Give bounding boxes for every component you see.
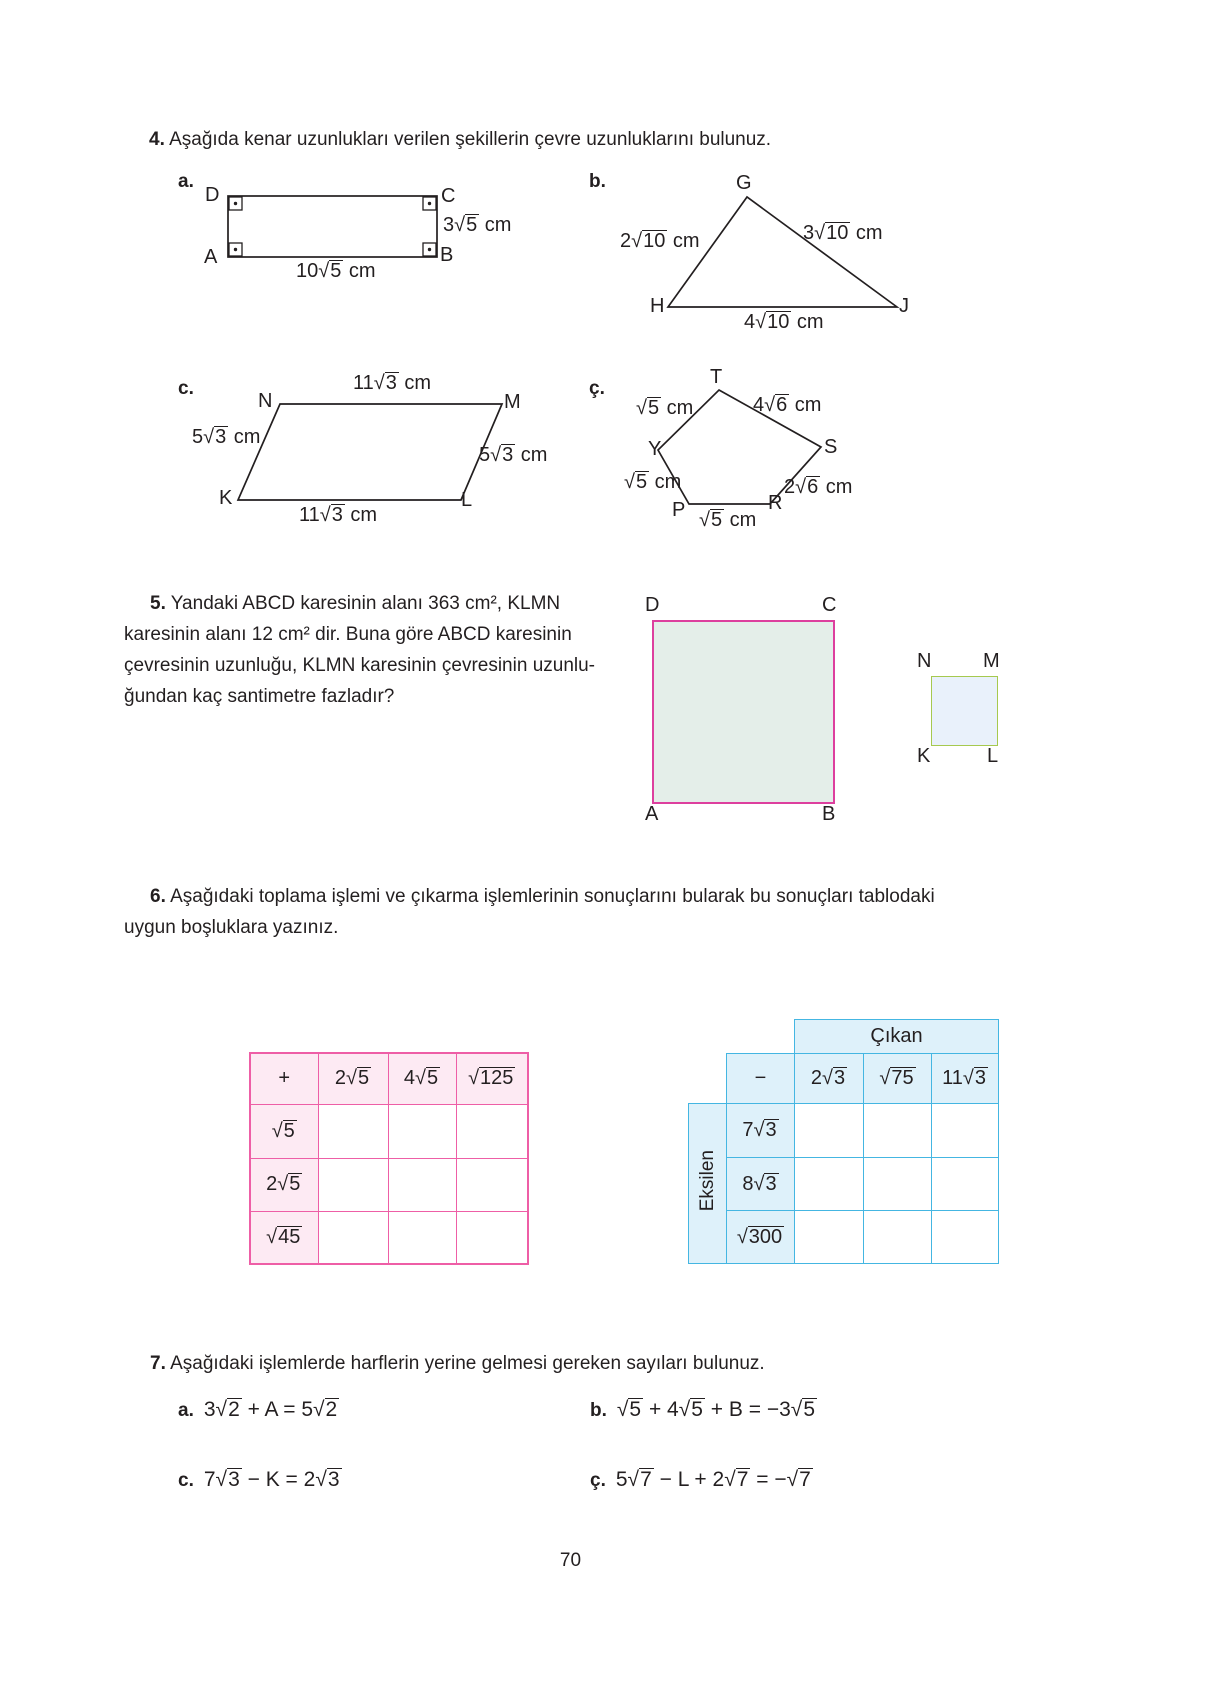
equation-expression: 5√7 − L + 2√7 = −√7	[615, 1468, 811, 1491]
answer-cell	[388, 1158, 456, 1211]
figure-cc-label: ç.	[589, 378, 605, 399]
answer-cell	[456, 1211, 528, 1264]
subtraction-table	[688, 1019, 999, 1264]
equation-item	[178, 1468, 342, 1492]
exercise-5-number: 5.	[150, 593, 166, 614]
side-length-label: √5 cm	[624, 471, 682, 493]
equation-item	[590, 1398, 817, 1422]
eksilen-label: Eksilen	[696, 1149, 718, 1212]
exercise-6-line1	[150, 884, 935, 910]
side-length-label: 11√3 cm	[299, 504, 378, 526]
answer-cell	[864, 1158, 932, 1211]
answer-cell	[456, 1104, 528, 1158]
column-header: √75	[864, 1054, 932, 1104]
side-length-label: 4√6 cm	[753, 394, 822, 416]
vertex-label: N	[917, 650, 932, 672]
vertex-label: B	[822, 803, 836, 825]
side-length-label: √5 cm	[699, 509, 757, 531]
vertex-label: A	[204, 246, 218, 268]
side-length-label: 4√10 cm	[744, 311, 824, 333]
row-header: √300	[727, 1211, 795, 1264]
exercise-6-line2: uygun boşluklara yazınız.	[124, 917, 339, 938]
exercise-7-text: Aşağıdaki işlemlerde harflerin yerine gelmesi gereken sayıları bulunuz.	[170, 1353, 765, 1374]
exercise-5-line2: karesinin alanı 12 cm² dir. Buna göre ABCD karesinin	[124, 624, 572, 645]
exercise-4-heading	[149, 127, 771, 153]
vertex-label: J	[899, 295, 909, 317]
vertex-label: M	[504, 391, 521, 413]
exercise-6-text: Aşağıdaki toplama işlemi ve çıkarma işlemlerinin sonuçlarını bularak bu sonuçları tablodaki	[170, 886, 935, 907]
equation-item	[178, 1398, 339, 1422]
side-length-label: 5√3 cm	[192, 426, 261, 448]
square-abcd	[652, 620, 835, 804]
answer-cell	[932, 1158, 999, 1211]
side-length-label: 3√5 cm	[443, 214, 512, 236]
vertex-label: G	[736, 172, 752, 194]
equation-expression: 3√2 + A = 5√2	[203, 1398, 338, 1421]
subtraction-operator-cell: −	[727, 1054, 795, 1104]
equation-label: a.	[178, 1400, 194, 1421]
cikan-header: Çıkan	[795, 1020, 999, 1054]
page-number: 70	[559, 1550, 582, 1571]
column-header: 2√5	[318, 1053, 388, 1104]
vertex-label: L	[987, 745, 999, 767]
figure-a-label: a.	[178, 171, 194, 192]
equation-label: ç.	[590, 1470, 606, 1491]
vertex-label: L	[461, 489, 473, 511]
triangle-outline	[668, 197, 897, 307]
side-length-label: 11√3 cm	[353, 372, 432, 394]
vertex-label: K	[917, 745, 931, 767]
vertex-label: S	[824, 436, 838, 458]
exercise-5-line3: çevresinin uzunluğu, KLMN karesinin çevresinin uzunlu-	[124, 655, 596, 676]
vertex-label: B	[440, 244, 454, 266]
answer-cell	[318, 1211, 388, 1264]
side-length-label: 3√10 cm	[803, 222, 883, 244]
exercise-5-text: Yandaki ABCD karesinin alanı 363 cm², KLMN	[170, 593, 561, 614]
exercise-7-number: 7.	[150, 1353, 166, 1374]
answer-cell	[864, 1211, 932, 1264]
vertex-label: C	[822, 594, 837, 616]
side-length-label: 5√3 cm	[479, 444, 548, 466]
column-header: 4√5	[388, 1053, 456, 1104]
row-header: √45	[250, 1211, 318, 1264]
equation-label: c.	[178, 1470, 194, 1491]
square-klmn	[931, 676, 998, 746]
row-header: √5	[250, 1104, 318, 1158]
vertex-label: D	[205, 184, 220, 206]
answer-cell	[795, 1104, 864, 1158]
eksilen-header	[689, 1104, 727, 1264]
vertex-label: Y	[648, 438, 662, 460]
equation-item	[590, 1468, 813, 1492]
vertex-label: D	[645, 594, 660, 616]
vertex-label: K	[219, 487, 233, 509]
equation-label: b.	[590, 1400, 607, 1421]
figure-b-label: b.	[589, 171, 606, 192]
side-length-label: 10√5 cm	[296, 260, 376, 282]
answer-cell	[795, 1158, 864, 1211]
exercise-5-line4: ğundan kaç santimetre fazladır?	[124, 686, 395, 707]
addition-operator-cell: +	[250, 1053, 318, 1104]
rectangle-outline	[228, 196, 437, 257]
column-header: 11√3	[932, 1054, 999, 1104]
parallelogram-outline	[238, 404, 502, 500]
row-header: 2√5	[250, 1158, 318, 1211]
answer-cell	[456, 1158, 528, 1211]
vertex-label: H	[650, 295, 665, 317]
spacer-cell	[689, 1054, 727, 1104]
exercise-5-line1	[150, 591, 560, 617]
spacer-cell	[689, 1020, 795, 1054]
exercise-4-number: 4.	[149, 129, 165, 150]
answer-cell	[795, 1211, 864, 1264]
figure-c-label: c.	[178, 378, 194, 399]
vertex-label: A	[645, 803, 659, 825]
answer-cell	[318, 1104, 388, 1158]
vertex-label: C	[441, 185, 456, 207]
answer-cell	[864, 1104, 932, 1158]
vertex-label: T	[710, 366, 723, 388]
exercise-6-number: 6.	[150, 886, 166, 907]
answer-cell	[932, 1211, 999, 1264]
vertex-label: N	[258, 390, 273, 412]
side-length-label: 2√10 cm	[620, 230, 700, 252]
equation-expression: 7√3 − K = 2√3	[203, 1468, 340, 1491]
vertex-label: P	[672, 499, 686, 521]
right-angle-dots	[234, 202, 431, 251]
side-length-label: √5 cm	[636, 397, 694, 419]
answer-cell	[318, 1158, 388, 1211]
vertex-label: M	[983, 650, 1000, 672]
answer-cell	[388, 1211, 456, 1264]
exercise-4-text: Aşağıda kenar uzunlukları verilen şekillerin çevre uzunluklarını bulunuz.	[169, 129, 772, 150]
column-header: 2√3	[795, 1054, 864, 1104]
row-header: 8√3	[727, 1158, 795, 1211]
equation-expression: √5 + 4√5 + B = −3√5	[616, 1398, 815, 1421]
vertex-label: R	[768, 492, 783, 514]
addition-table	[249, 1052, 529, 1265]
side-length-label: 2√6 cm	[784, 476, 853, 498]
exercise-7-heading	[150, 1351, 765, 1377]
answer-cell	[388, 1104, 456, 1158]
answer-cell	[932, 1104, 999, 1158]
row-header: 7√3	[727, 1104, 795, 1158]
right-angle-markers	[229, 197, 436, 256]
column-header: √125	[456, 1053, 528, 1104]
